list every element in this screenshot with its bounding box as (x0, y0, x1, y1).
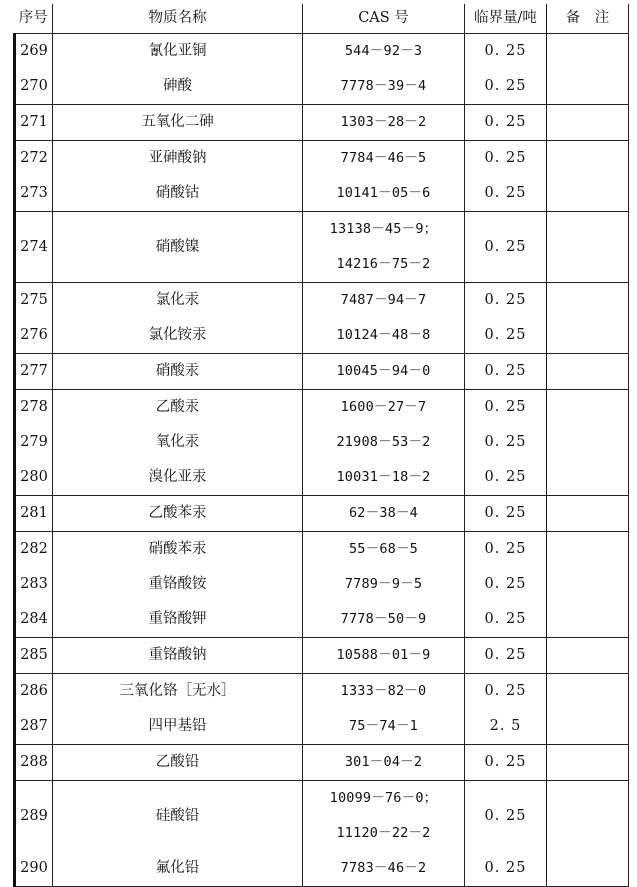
cas-number-line: 7778－39－4 (340, 78, 427, 94)
row-remarks (547, 354, 629, 390)
header-substance-name: 物质名称 (53, 4, 303, 34)
cas-number-line: 7778－50－9 (340, 611, 427, 627)
cas-number-line: 7783－46－2 (340, 860, 427, 876)
row-serial-number: 279 (15, 425, 53, 460)
cas-number-line: 544－92－3 (344, 43, 423, 59)
row-remarks (547, 745, 629, 781)
row-serial-number: 283 (15, 567, 53, 602)
row-serial-number: 272 (15, 141, 53, 177)
row-serial-number: 281 (15, 496, 53, 532)
table-row (15, 638, 629, 674)
cas-number-line: 10031－18－2 (336, 469, 431, 485)
row-substance-name: 四甲基铅 (53, 709, 303, 745)
row-remarks (547, 460, 629, 496)
row-substance-name: 硝酸汞 (53, 354, 303, 390)
row-threshold-quantity: 0. 25 (465, 851, 547, 887)
header-threshold-quantity: 临界量/吨 (465, 4, 547, 34)
row-substance-name: 氰化亚铜 (53, 34, 303, 70)
row-threshold-quantity: 0. 25 (465, 318, 547, 354)
row-threshold-quantity: 0. 25 (465, 638, 547, 674)
row-cas-number (303, 638, 465, 674)
row-cas-number (303, 390, 465, 426)
table-row (15, 567, 629, 602)
row-threshold-quantity: 0. 25 (465, 176, 547, 212)
row-cas-number (303, 105, 465, 141)
header-cas-number: CAS 号 (303, 4, 465, 34)
table-row (15, 354, 629, 390)
row-cas-number (303, 176, 465, 212)
row-remarks (547, 390, 629, 426)
cas-number-line: 11120－22－2 (336, 825, 431, 841)
row-cas-number (303, 532, 465, 568)
row-substance-name: 砷酸 (53, 69, 303, 105)
row-serial-number: 286 (15, 674, 53, 710)
row-remarks (547, 283, 629, 319)
row-serial-number: 275 (15, 283, 53, 319)
cas-number-line: 14216－75－2 (336, 256, 431, 272)
cas-number-line: 301－04－2 (344, 754, 423, 770)
row-remarks (547, 318, 629, 354)
row-substance-name: 五氧化二砷 (53, 105, 303, 141)
header-serial-number: 序号 (15, 4, 53, 34)
row-serial-number: 287 (15, 709, 53, 745)
row-substance-name: 氯化汞 (53, 283, 303, 319)
cas-number-line: 1333－82－0 (340, 683, 427, 699)
table-header-row (15, 4, 629, 34)
row-cas-number (303, 141, 465, 177)
row-serial-number: 273 (15, 176, 53, 212)
row-cas-number (303, 69, 465, 105)
row-remarks (547, 105, 629, 141)
table-row (15, 532, 629, 568)
table-row (15, 283, 629, 319)
row-substance-name: 氧化汞 (53, 425, 303, 460)
row-remarks (547, 532, 629, 568)
table-row (15, 212, 629, 283)
row-cas-number (303, 851, 465, 887)
cas-number-line: 13138－45－9； (329, 221, 438, 237)
row-cas-number (303, 745, 465, 781)
row-remarks (547, 638, 629, 674)
table-row (15, 674, 629, 710)
cas-number-line: 1600－27－7 (340, 399, 427, 415)
row-serial-number: 289 (15, 781, 53, 852)
row-substance-name: 乙酸铅 (53, 745, 303, 781)
row-serial-number: 278 (15, 390, 53, 426)
cas-number-line: 10099－76－0； (329, 790, 438, 806)
row-remarks (547, 709, 629, 745)
row-cas-number (303, 425, 465, 460)
row-serial-number: 274 (15, 212, 53, 283)
hazardous-substance-table (13, 4, 629, 887)
row-serial-number: 276 (15, 318, 53, 354)
row-substance-name: 硝酸镍 (53, 212, 303, 283)
row-threshold-quantity: 0. 25 (465, 69, 547, 105)
row-remarks (547, 781, 629, 852)
row-cas-number (303, 34, 465, 70)
row-remarks (547, 851, 629, 887)
row-remarks (547, 567, 629, 602)
row-threshold-quantity: 0. 25 (465, 460, 547, 496)
cas-number-line: 10045－94－0 (336, 363, 431, 379)
cas-number-line: 10141－05－6 (336, 185, 431, 201)
row-threshold-quantity: 0. 25 (465, 390, 547, 426)
table-row (15, 745, 629, 781)
table-row (15, 318, 629, 354)
row-threshold-quantity: 2. 5 (465, 709, 547, 745)
row-remarks (547, 69, 629, 105)
table-row (15, 496, 629, 532)
row-serial-number: 271 (15, 105, 53, 141)
row-threshold-quantity: 0. 25 (465, 532, 547, 568)
row-serial-number: 277 (15, 354, 53, 390)
table-row (15, 141, 629, 177)
row-cas-number (303, 283, 465, 319)
row-threshold-quantity: 0. 25 (465, 425, 547, 460)
row-substance-name: 溴化亚汞 (53, 460, 303, 496)
row-remarks (547, 212, 629, 283)
row-substance-name: 乙酸苯汞 (53, 496, 303, 532)
cas-number-line: 1303－28－2 (340, 114, 427, 130)
row-remarks (547, 496, 629, 532)
row-threshold-quantity: 0. 25 (465, 674, 547, 710)
row-substance-name: 三氧化铬［无水］ (53, 674, 303, 710)
row-threshold-quantity: 0. 25 (465, 354, 547, 390)
row-cas-number (303, 674, 465, 710)
row-cas-number (303, 567, 465, 602)
row-threshold-quantity: 0. 25 (465, 567, 547, 602)
row-remarks (547, 425, 629, 460)
row-substance-name: 重铬酸钾 (53, 602, 303, 638)
row-cas-number (303, 496, 465, 532)
row-cas-number (303, 602, 465, 638)
row-serial-number: 280 (15, 460, 53, 496)
table-row (15, 781, 629, 852)
header-remarks: 备 注 (547, 4, 629, 34)
row-threshold-quantity: 0. 25 (465, 212, 547, 283)
row-serial-number: 285 (15, 638, 53, 674)
row-threshold-quantity: 0. 25 (465, 141, 547, 177)
table-row (15, 176, 629, 212)
cas-number-line: 21908－53－2 (336, 434, 431, 450)
row-serial-number: 282 (15, 532, 53, 568)
cas-number-line: 75－74－1 (348, 718, 419, 734)
row-remarks (547, 176, 629, 212)
row-serial-number: 270 (15, 69, 53, 105)
row-threshold-quantity: 0. 25 (465, 105, 547, 141)
cas-number-line: 10588－01－9 (336, 647, 431, 663)
row-substance-name: 乙酸汞 (53, 390, 303, 426)
row-substance-name: 氟化铅 (53, 851, 303, 887)
row-cas-number (303, 709, 465, 745)
table-row (15, 460, 629, 496)
row-cas-number (303, 781, 465, 852)
row-remarks (547, 602, 629, 638)
row-remarks (547, 141, 629, 177)
row-serial-number: 284 (15, 602, 53, 638)
row-threshold-quantity: 0. 25 (465, 745, 547, 781)
row-cas-number (303, 354, 465, 390)
row-serial-number: 290 (15, 851, 53, 887)
row-threshold-quantity: 0. 25 (465, 781, 547, 852)
cas-number-line: 55－68－5 (348, 541, 419, 557)
row-threshold-quantity: 0. 25 (465, 34, 547, 70)
table-row (15, 390, 629, 426)
row-cas-number (303, 460, 465, 496)
cas-number-line: 7784－46－5 (340, 150, 427, 166)
table-row (15, 425, 629, 460)
row-remarks (547, 674, 629, 710)
cas-number-line: 7789－9－5 (344, 576, 423, 592)
row-remarks (547, 34, 629, 70)
row-cas-number (303, 212, 465, 283)
row-substance-name: 氯化铵汞 (53, 318, 303, 354)
cas-number-line: 7487－94－7 (340, 292, 427, 308)
table-row (15, 851, 629, 887)
table-row (15, 105, 629, 141)
table-row (15, 34, 629, 70)
row-cas-number (303, 318, 465, 354)
row-serial-number: 288 (15, 745, 53, 781)
table-body (15, 34, 629, 887)
row-threshold-quantity: 0. 25 (465, 602, 547, 638)
table-row (15, 69, 629, 105)
row-serial-number: 269 (15, 34, 53, 70)
row-substance-name: 重铬酸铵 (53, 567, 303, 602)
cas-number-line: 62－38－4 (348, 505, 419, 521)
row-substance-name: 重铬酸钠 (53, 638, 303, 674)
row-threshold-quantity: 0. 25 (465, 283, 547, 319)
table-row (15, 709, 629, 745)
row-substance-name: 硝酸苯汞 (53, 532, 303, 568)
row-substance-name: 硅酸铅 (53, 781, 303, 852)
row-threshold-quantity: 0. 25 (465, 496, 547, 532)
cas-number-line: 10124－48－8 (336, 327, 431, 343)
table-row (15, 602, 629, 638)
row-substance-name: 亚砷酸钠 (53, 141, 303, 177)
row-substance-name: 硝酸钴 (53, 176, 303, 212)
